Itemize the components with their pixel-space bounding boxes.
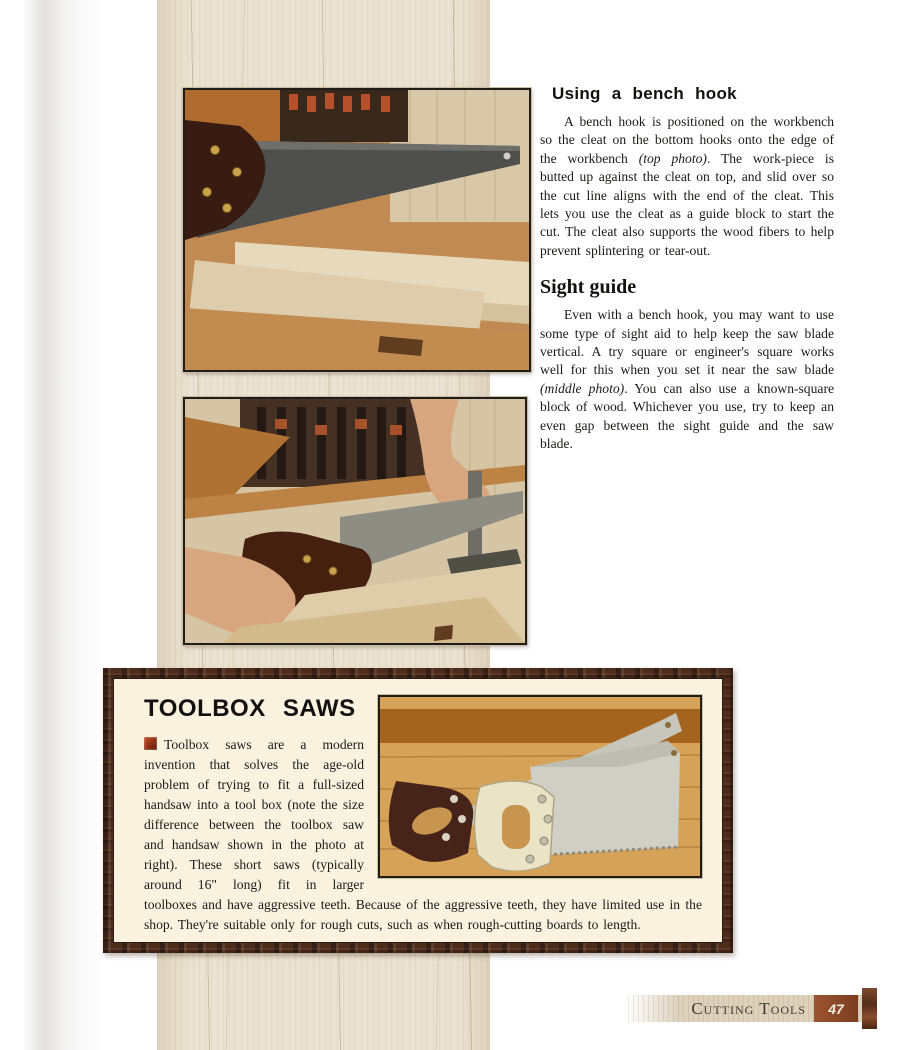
saw-bullet-icon [144, 737, 157, 750]
toolbox-handle-hole [502, 805, 530, 849]
footer-bar [628, 995, 862, 1022]
toolbox-saws-sidebar [103, 668, 733, 953]
section-heading-bench-hook: Using a bench hook [552, 84, 737, 103]
section-heading-sight-guide: Sight guide [540, 276, 637, 299]
blade-hole [504, 153, 511, 160]
sidebar-paragraph-text: Toolbox saws are a modern invention that solves the age-old problem of trying to fit a full-sized handsaw into a tool box (note the size difference between the toolbox saw and handsaw shown in the photo at right). These short saws (typically around 16" long) fit in larger toolboxes and have aggressive teeth. Because of the aggressive teeth, they have limited use in the shop. They're suitable only for rough cuts, such as when rough-cutting boards to length. [144, 737, 702, 932]
sidebar-title: TOOLBOX SAWS [144, 695, 356, 722]
section-body-sight-guide: Even with a bench hook, you may want to use some type of sight aid to help keep the saw blade vertical. A try square or engineer's square works well for this when you set it near the saw blade (middle photo). You can also use a known-square block of wood. Whichever you use, try to keep an even gap between the sight guide and the saw blade. [540, 307, 834, 452]
page-number-badge [814, 995, 858, 1022]
bench-hook-illustration [185, 90, 529, 370]
page-gutter-shadow [22, 0, 102, 1050]
sight-guide-illustration [185, 399, 525, 643]
sight-guide-photo [183, 397, 527, 645]
sidebar-inner-panel [113, 678, 723, 943]
footer-section-label: Cutting Tools [691, 999, 806, 1018]
wood-end-cap [862, 988, 877, 1029]
bench-hook-photo [183, 88, 531, 372]
toolbox-saws-photo [378, 695, 702, 878]
article-column [540, 84, 834, 454]
section-body-bench-hook: A bench hook is positioned on the workbench so the cleat on the bottom hooks onto the edge of the workbench (top photo). The work-piece is butted up against the cleat on top, and slid over so the cut line aligns with the end of the cleat. This lets you use the cleat as a guide block to start the cut. The cleat also supports the wood fibers to help prevent splintering or tear-out. [540, 114, 834, 258]
page-number: 47 [828, 1000, 844, 1017]
toolbox-saws-illustration [380, 697, 700, 871]
